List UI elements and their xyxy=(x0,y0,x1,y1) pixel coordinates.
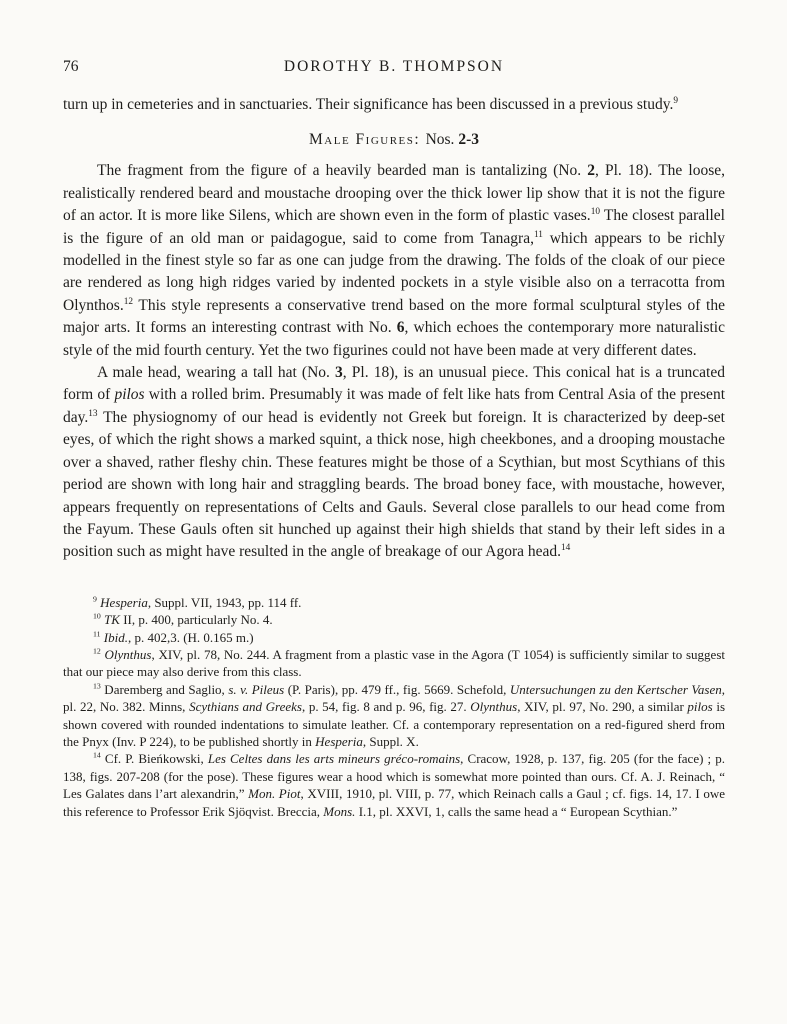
body-paragraph-1: The fragment from the figure of a heavily bearded man is tantalizing (No. 2, Pl. 18). The loose, realistically rendered beard and moustache drooping over the thick lower lip show that it is not the figure of an actor. It is more like Silens, which are shown even in the form of plastic vases.$^{10}$ The closest parallel is the figure of an old man or paidagogue, said to come from Tanagra,$^{11}$ which appears to be richly modelled in the finest style so far as one can judge from the drawing. The folds of the cloak of our piece are rendered as long high ridges varied by indented pockets in a style visible also on a terracotta from Olynthos.$^{12}$ This style represents a conservative trend based on the more formal sculptural styles of the major arts. It forms an interesting contrast with No. 6, which echoes the contemporary more naturalistic style of the mid fourth century. Yet the two figurines could not have been made at very different dates. xyxy=(63,162,726,359)
body-paragraph-intro: turn up in cemeteries and in sanctuaries. Their significance has been discussed in a previous study.$^9$ xyxy=(63,95,679,113)
page-body xyxy=(63,94,725,564)
footnote-12: $^{12}$ Olynthus, XIV, pl. 78, No. 244. A fragment from a plastic vase in the Agora (T 1054) is sufficiently similar to suggest that our piece may also derive from this class. xyxy=(63,646,726,680)
body-paragraph-2: A male head, wearing a tall hat (No. 3, Pl. 18), is an unusual piece. This conical hat is a truncated form of pilos with a rolled brim. Presumably it was made of felt like hats from Central Asia of the present day.$^{13}$ The physiognomy of our head is evidently not Greek but foreign. It is characterized by deep-set eyes, of which the right shows a marked squint, a thick nose, high cheekbones, and a drooping moustache over a shaved, rather fleshy chin. These features might be those of a Scythian, but most Scythians of this period are shown with long hair and straggling beards. The broad boney face, with moustache, however, appears frequently on representations of Celts and Gauls. Several close parallels to our head come from the Fayum. These Gauls often sit hunched up against their high shields that stand by their left sides in a position such as might have resulted in the angle of breakage of our Agora head.$^{14}$ xyxy=(63,364,725,561)
footnotes-section xyxy=(63,594,725,820)
page-header xyxy=(63,58,725,80)
running-head: DOROTHY B. THOMPSON xyxy=(283,58,505,75)
section-heading: Male Figures: Nos. 2-3 xyxy=(309,131,479,149)
footnote-11: $^{11}$ Ibid., p. 402,3. (H. 0.165 m.) xyxy=(93,629,254,645)
footnote-13: $^{13}$ Daremberg and Saglio, s. v. Pileus (P. Paris), pp. 479 ff., fig. 5669. Schefold, Untersuchungen zu den Kertscher Vasen, pl. 22, No. 382. Minns, Scythians and Greeks, p. 54, fig. 8 and p. 96, fig. 27. Olynthus, XIV, pl. 97, No. 290, a similar pilos is shown covered with rounded indentations to simulate leather. Cf. a contemporary representation on a red-figured sherd from the Pnyx (Inv. P 224), to be published shortly in Hesperia, Suppl. X. xyxy=(63,681,726,749)
footnote-14: $^{14}$ Cf. P. Bieńkowski, Les Celtes dans les arts mineurs gréco-romains, Cracow, 1928, p. 137, fig. 205 (for the face) ; p. 138, figs. 207-208 (for the pose). These figures wear a hood which is somewhat more pointed than ours. Cf. A. J. Reinach, “ Les Galates dans l’art alexandrin,” Mon. Piot, XVIII, 1910, pl. VIII, p. 77, which Reinach calls a Gaul ; cf. figs. 14, 17. I owe this reference to Professor Erik Sjöqvist. Breccia, Mons. I.1, pl. XXVI, 1, calls the same head a “ European Scythian.” xyxy=(63,751,725,819)
page-number: 76 xyxy=(63,58,79,75)
footnote-9: $^9$ Hesperia, Suppl. VII, 1943, pp. 114 ff. xyxy=(93,594,302,610)
footnote-10: $^{10}$ TK II, p. 400, particularly No. 4. xyxy=(93,611,273,628)
